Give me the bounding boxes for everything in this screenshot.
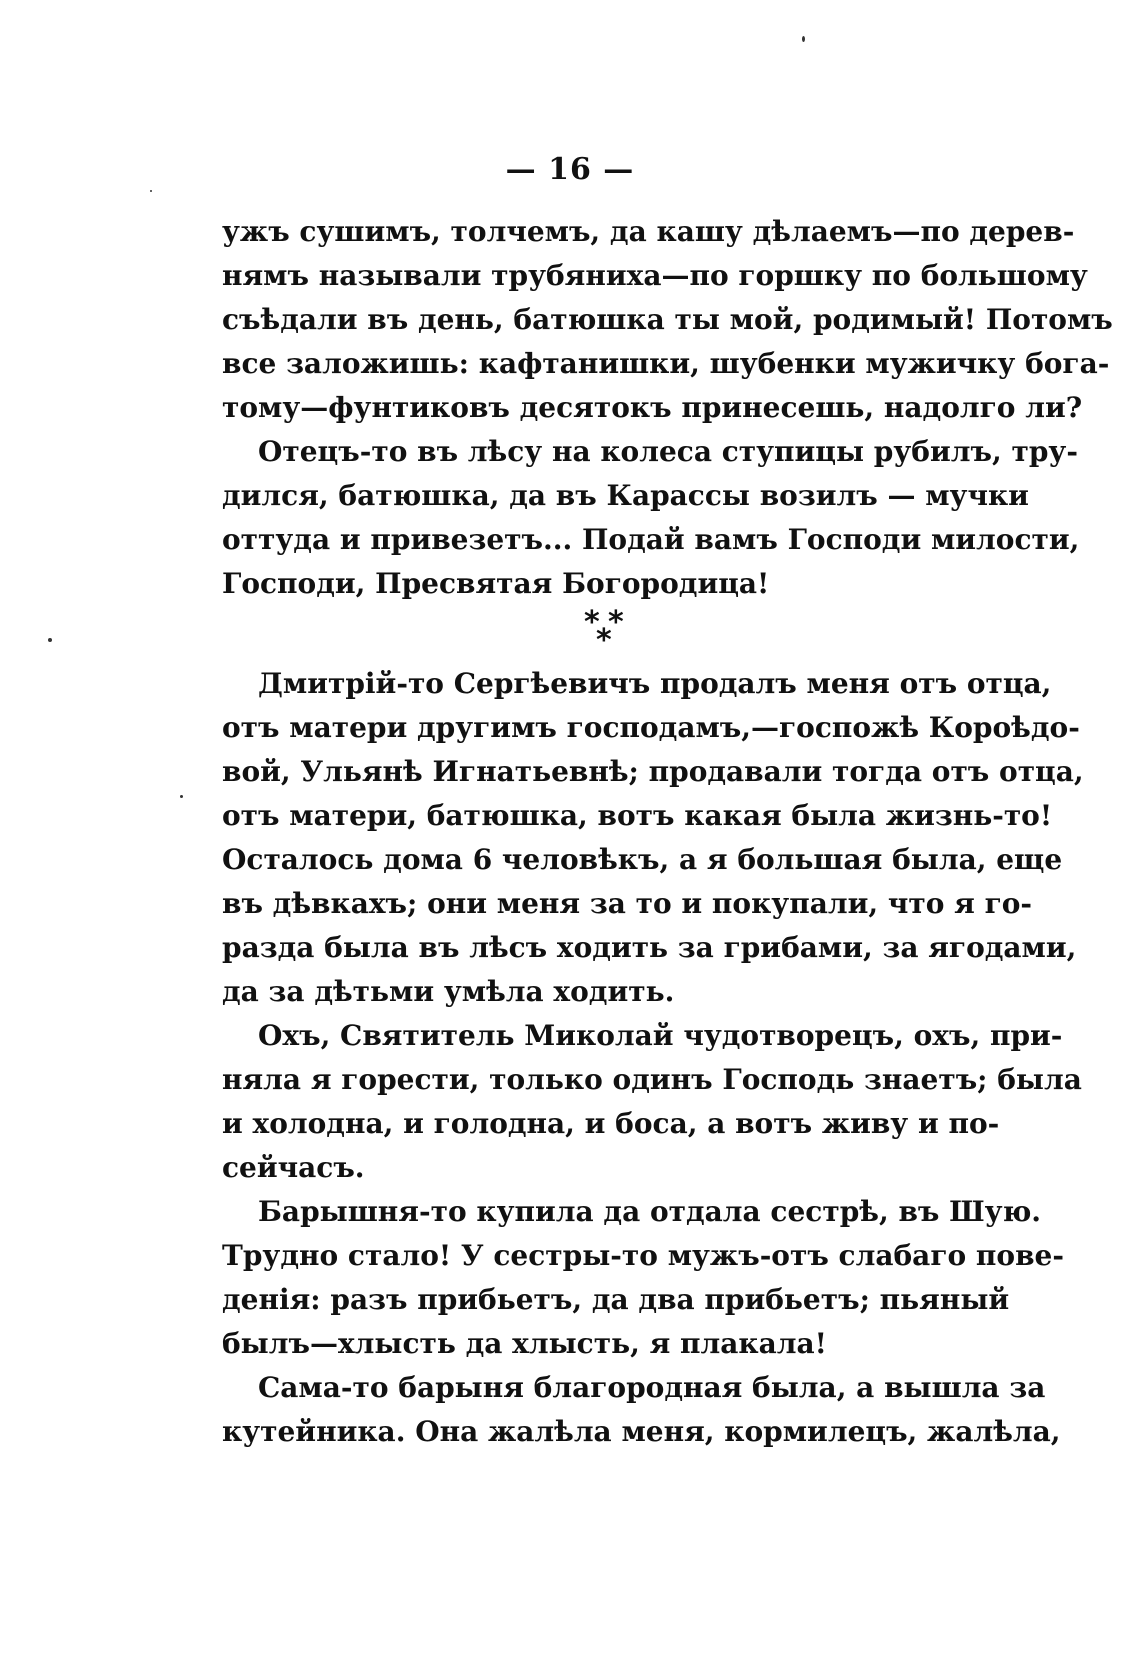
text-line: Осталось дома 6 человѣкъ, а я большая была, еще <box>222 843 1063 876</box>
text-line: Господи, Пресвятая Богородица! <box>222 567 770 600</box>
text-line: Сама-то барыня благородная была, а вышла за <box>258 1371 1046 1404</box>
text-line: отъ матери другимъ господамъ,—госпожѣ Короѣдо- <box>222 711 1080 744</box>
text-line: вой, Ульянѣ Игнатьевнѣ; продавали тогда отъ отца, <box>222 755 1084 788</box>
text-line: Отецъ-то въ лѣсу на колеса ступицы рубилъ, тру- <box>258 435 1078 468</box>
text-line: былъ—хлысть да хлысть, я плакала! <box>222 1327 827 1360</box>
text-line: ужъ сушимъ, толчемъ, да кашу дѣлаемъ—по дерев- <box>222 215 1075 248</box>
text-line: отъ матери, батюшка, вотъ какая была жизнь-то! <box>222 799 1053 832</box>
text-line: денія: разъ прибьетъ, да два прибьетъ; пьяный <box>222 1283 1010 1316</box>
text-block-second <box>222 662 1084 1454</box>
asterism-separator <box>0 605 1140 658</box>
text-line: кутейника. Она жалѣла меня, кормилецъ, жалѣла, <box>222 1415 1061 1448</box>
scan-speck <box>802 36 805 42</box>
scan-speck <box>180 795 183 798</box>
text-line: тому—фунтиковъ десятокъ принесешь, надолго ли? <box>222 391 1083 424</box>
text-line: разда была въ лѣсъ ходить за грибами, за ягодами, <box>222 931 1077 964</box>
text-line: сейчасъ. <box>222 1151 365 1184</box>
asterism-star: * <box>584 605 600 640</box>
text-line: оттуда и привезетъ... Подай вамъ Господи милости, <box>222 523 1080 556</box>
text-line: и холодна, и голодна, и боса, а вотъ живу и по- <box>222 1107 1000 1140</box>
text-line: няла я горести, только одинъ Господь знаетъ; была <box>222 1063 1082 1096</box>
text-line: дился, батюшка, да въ Карассы возилъ — мучки <box>222 479 1029 512</box>
text-line: все заложишь: кафтанишки, шубенки мужичку бога- <box>222 347 1110 380</box>
text-line: Дмитрій-то Сергѣевичъ продалъ меня отъ отца, <box>258 667 1052 700</box>
text-line: въ дѣвкахъ; они меня за то и покупали, что я го- <box>222 887 1033 920</box>
text-line: да за дѣтьми умѣла ходить. <box>222 975 675 1008</box>
page-number: — 16 — <box>505 152 635 187</box>
text-line: нямъ называли трубяниха—по горшку по большому <box>222 259 1088 292</box>
text-line: съѣдали въ день, батюшка ты мой, родимый! Потомъ <box>222 303 1113 336</box>
text-block-first <box>222 210 1113 606</box>
text-line: Трудно стало! У сестры-то мужъ-отъ слабаго пове- <box>222 1239 1064 1272</box>
text-line: Охъ, Святитель Миколай чудотворецъ, охъ, при- <box>258 1019 1063 1052</box>
asterism-star: * <box>596 623 612 658</box>
asterism-star: * <box>608 605 624 640</box>
scan-speck <box>150 190 152 192</box>
text-line: Барышня-то купила да отдала сестрѣ, въ Шую. <box>258 1195 1042 1228</box>
